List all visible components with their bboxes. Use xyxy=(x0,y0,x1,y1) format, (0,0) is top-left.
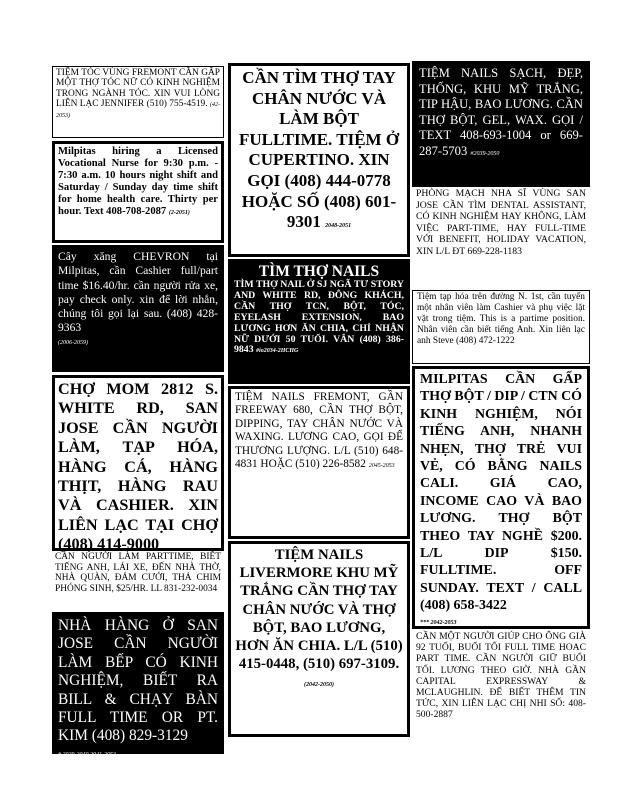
ad-body: Cây xăng CHEVRON tại Milpitas, cần Cashier full/part time $16.40/hr. cần người rửa xe, pay check only. xin để lời nhắn, chúng tôi gọi lại sau. (408) 428-9363 xyxy=(58,250,218,335)
ad-body: TIỆM NAILS FREMONT, GẦN FREEWAY 680, CẦN THỢ BỘT, DIPPING, TAY CHÂN NƯỚC VÀ WAXING. LƯƠNG CAO, GỌI ĐỂ THƯƠNG LƯỢNG. L/L (510) 648-4831 HOẶC (510) 226-8582 xyxy=(235,391,403,471)
ad-livermore-nails xyxy=(228,541,410,737)
ad-body: NHÀ HÀNG Ở SAN JOSE CẦN NGƯỜI LÀM BẾP CÓ KINH NGHIỆM, BIẾT RA BILL & CHẠY BÀN FULL TIME OR PT. KIM (408) 829-3129 xyxy=(58,617,218,745)
ad-code: (2-2051) xyxy=(168,210,190,216)
ad-milpitas-nurse xyxy=(52,141,224,243)
ad-body: TIỆM NAILS SẠCH, ĐẸP, THỐNG, KHU MỸ TRẮNG, TIP HẬU, BAO LƯƠNG. CẦN THỢ BỘT, GEL, WAX. GỌI / TEXT 408-693-1004 or 669-287-5703 xyxy=(419,66,583,158)
ad-code: (2006-2059) xyxy=(58,339,88,346)
ad-chevron-station xyxy=(52,245,224,372)
ad-title: TÌM THỢ NAILS xyxy=(258,263,380,280)
ad-body: Tiệm tạp hóa trên đường N. 1st, cần tuyển một nhân viên làm Cashier và phụ việc lặt vặt trong tiệm. This is a partime position. Nhân viên cần biết tiếng Anh. Xin liên lạc anh Steve (408) 472-1222 xyxy=(417,292,585,346)
ad-fremont-nails xyxy=(228,386,410,539)
ad-restaurant-kitchen xyxy=(52,612,224,758)
ad-parttime-driver xyxy=(52,552,224,612)
ad-grocery-cashier xyxy=(412,290,590,364)
ad-body: TIỆM TÓC VÙNG FREMONT CẦN GẤP MỘT THỢ TÓC NỮ CÓ KINH NGHIỆM TRONG NGÀNH TÓC. XIN VUI LÒNG LIÊN LẠC JENNIFER (510) 755-4519. xyxy=(56,68,220,109)
ad-code: 2045-2053 xyxy=(368,463,395,470)
ad-body: PHÒNG MẠCH NHA SĨ VÙNG SAN JOSE CẦN TÌM DENTAL ASSISTANT, CÓ KINH NGHIỆM HAY KHÔNG, LÀM VIỆC PART-TIME, HAY FULL-TIME VỚI BENEFIT, HOLIDAY VACATION, XIN L/L ĐT 669-228-1183 xyxy=(416,188,586,257)
ad-fremont-hair-salon xyxy=(52,66,224,138)
ad-code: # 2029-2040 2041-2053 xyxy=(58,751,116,758)
ad-nails-clean-shop xyxy=(412,61,590,187)
ad-elderly-helper xyxy=(412,630,590,750)
ad-cupertino-nails xyxy=(228,63,410,257)
ad-body: MILPITAS CẦN GẤP THỢ BỘT / DIP / CTN CÓ KINH NGHIỆM, NÓI TIẾNG ANH, NHANH NHẸN, THỢ TRẺ VUI VẺ, CÓ BẰNG NAILS CALI. GIÁ CAO, INCOME CAO VÀ BAO LƯƠNG. THỢ BỘT THEO TAY NGHỀ $200. L/L DIP $150. FULLTIME. OFF SUNDAY. TEXT / CALL (408) 658-3422 xyxy=(420,372,582,614)
ad-code: (42-2053) xyxy=(56,101,220,120)
ad-body: CẦN TÌM THỢ TAY CHÂN NƯỚC VÀ LÀM BỘT FULLTIME. TIỆM Ở CUPERTINO. XIN GỌI (408) 444-0778 HOẶC SỐ (408) 601-9301 xyxy=(238,68,400,232)
ad-body: CẦN NGƯỜI LÀM PARTTIME, BIẾT TIẾNG ANH, LÁI XE, ĐẾN NHÀ THỜ, NHÀ QUÀN, ĐÁM CƯỚI, THẢ CHIM PHÓNG SINH, $25/HR. LL 831-232-0034 xyxy=(55,552,221,594)
ad-body: TIỆM NAILS LIVERMORE KHU MỸ TRẮNG CẦN THỢ TAY CHÂN NƯỚC VÀ THỢ BỘT, BAO LƯƠNG, HƠN ĂN CHIA. L/L (510) 415-0448, (510) 697-3109. xyxy=(235,547,403,673)
ad-body: TÌM THỢ NAIL Ở SJ NGÃ TƯ STORY AND WHITE RD, ĐÔNG KHÁCH, CẦN THỢ TCN, BỘT, TÓC, EYELASH EXTENSION, BAO LƯƠNG HƠN ĂN CHIA, CHỈ NHẬN NỮ DƯỚI 50 TUỔI. VÂN (408) 386-9843 xyxy=(234,279,404,356)
ad-code: (2042-2050) xyxy=(304,682,334,689)
ad-cho-mom-market xyxy=(52,375,224,554)
ad-body: Milpitas hiring a Licensed Vocational Nurse for 9:30 p.m. - 7:30 a.m. 10 hours night shift and Saturday / Sunday day time shift for home health care. Thirty per hour. Text 408-708-2087 xyxy=(58,146,218,217)
ad-code: #2039-2050 xyxy=(470,150,500,157)
ad-story-white-nails xyxy=(228,259,410,384)
ad-dental-assistant xyxy=(412,187,590,290)
ad-body: CHỢ MOM 2812 S. WHITE RD, SAN JOSE CẦN NGƯỜI LÀM, TẠP HÓA, HÀNG CÁ, HÀNG THỊT, HÀNG RAU VÀ CASHIER. XIN LIÊN LẠC TẠI CHỢ (408) 414-9000 xyxy=(58,380,218,554)
ad-milpitas-nails xyxy=(412,366,590,629)
ad-code: #io2034-2HCHG xyxy=(256,348,299,355)
ad-code: 2048-2051 xyxy=(325,223,352,230)
ad-code: *** 2042-2053 xyxy=(420,619,457,626)
ad-body: CẦN MỘT NGƯỜI GIÚP CHO ÔNG GIÀ 92 TUỔI, BUỔI TỐI FULL TIME HOAC PART TIME. CẦN NGƯỜI GIỮ BUỔI TỐI. LƯƠNG THEO GIỜ. NHÀ GẦN CAPITAL EXPRESSWAY & MCLAUGHLIN. ĐỂ BIẾT THÊM TIN TỨC, XIN LIÊN LẠC CHỊ NHI SỐ: 408-500-2887 xyxy=(416,631,586,721)
